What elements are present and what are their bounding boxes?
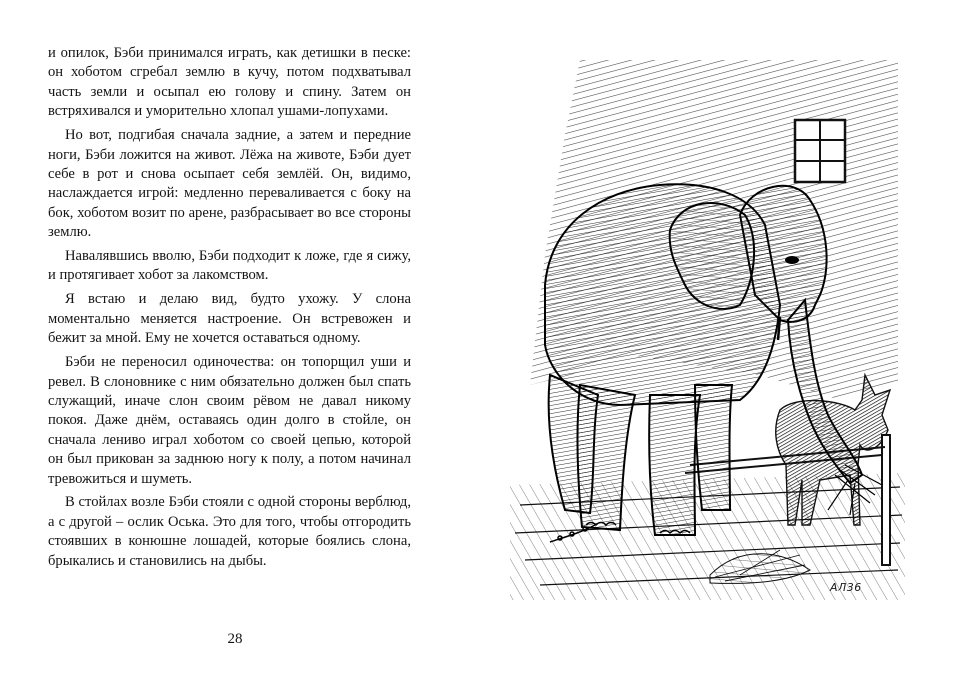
paragraph: Навалявшись вволю, Бэби подходит к ложе, где я сижу, и протягивает хобот за лакомством. [48, 248, 411, 284]
body-text [48, 44, 411, 576]
paragraph: и опилок, Бэби принимался играть, как детишки в песке: он хоботом сгребал землю в кучу, потом подхватывал часть земли и осыпал ею голову и спину. Затем он встряхивался и уморительно хлопал ушами-лопухами. [48, 45, 411, 120]
paragraph: Но вот, подгибая сначала задние, а затем и передние ноги, Бэби ложится на живот. Лёжа на животе, Бэби дует себе в рот и снова осыпает себя землёй. Он, видимо, наслаждается игрой: медленно переваливается с боку на бок, хоботом возит по арене, разбрасывает во все стороны землю. [48, 127, 411, 241]
window [795, 120, 845, 182]
paragraph: Я встаю и делаю вид, будто ухожу. У слона моментально меняется настроение. Он встревожен и бежит за мной. Ему не хочется оставаться одному. [48, 291, 411, 347]
artist-signature: АЛ36 [830, 581, 862, 594]
page-number: 28 [227, 631, 243, 647]
paragraph: Бэби не переносил одиночества: он топорщил уши и ревел. В слоновнике с ним обязательно должен был спать служащий, иначе слон своим рёвом не давал никому покоя. Даже днём, оставаясь один долго в стойле, он сначала лениво играл хоботом со своей цепью, которой он был прикован за заднюю ногу к полу, а потом начинал тревожиться и шуметь. [48, 354, 411, 487]
paragraph: В стойлах возле Бэби стояли с одной стороны верблюд, а с другой – ослик Оська. Это для того, чтобы отгородить стоявших в конюшне лошадей, которые боялись слона, брыкались и становились на дыбы. [48, 494, 411, 569]
elephant-illustration [510, 55, 905, 600]
left-page [0, 0, 470, 673]
right-page [480, 0, 959, 673]
